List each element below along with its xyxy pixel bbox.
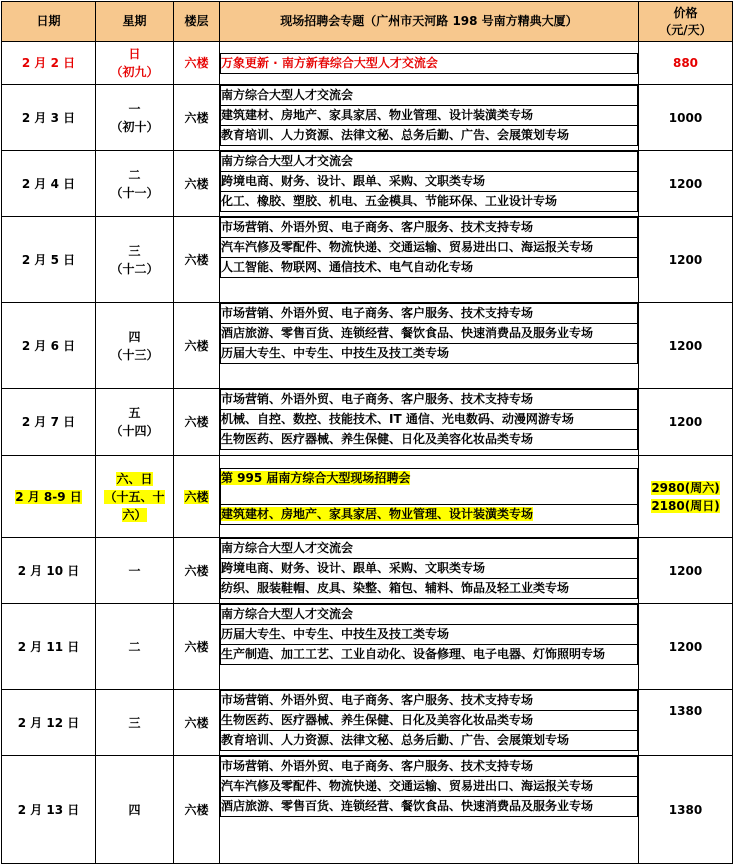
topic-item: 跨境电商、财务、设计、跟单、采购、文职类专场 [221,172,638,192]
price-cell: 1000 [639,85,733,151]
floor-cell: 六楼 [174,85,220,151]
table-row [2,217,733,303]
weekday-cell [96,456,174,538]
price-saturday: 2980(周六) [651,480,720,495]
topic-cell [220,538,639,604]
topic-item: 教育培训、人力资源、法律文秘、总务后勤、广告、会展策划专场 [221,731,638,751]
table-row [2,456,733,538]
lunar-date: （十一） [110,185,159,200]
weekday-cell [96,151,174,217]
weekday: 二 [128,167,141,182]
header-date: 日期 [2,2,96,42]
topic-item: 历届大专生、中专生、中技生及技工类专场 [221,344,638,364]
price-cell: 880 [639,42,733,85]
topic-cell [220,456,639,538]
topic-item: 南方综合大型人才交流会 [221,86,638,106]
floor-cell [174,456,220,538]
topic-item: 南方综合大型人才交流会 [221,539,638,559]
topic-item: 市场营销、外语外贸、电子商务、客户服务、技术支持专场 [221,757,638,777]
header-row [2,2,733,42]
topic-item: 生物医药、医疗器械、养生保健、日化及美容化妆品类专场 [221,430,638,450]
floor-cell: 六楼 [174,389,220,456]
table-row [2,604,733,690]
weekday-cell [96,389,174,456]
weekday: 六、日 [116,471,153,486]
table-row [2,756,733,864]
weekday-cell: 四 [96,756,174,864]
floor-cell: 六楼 [174,303,220,389]
date-cell: 2 月 5 日 [2,217,96,303]
topic-item: 万象更新 · 南方新春综合大型人才交流会 [221,53,638,73]
price-sunday: 2180(周日) [651,498,720,513]
table-row [2,303,733,389]
price-cell: 1200 [639,151,733,217]
topic-item: 纺织、服装鞋帽、皮具、染整、箱包、辅料、饰品及轻工业类专场 [221,579,638,599]
price-cell: 1380 [639,690,733,756]
date-cell: 2 月 7 日 [2,389,96,456]
topic-item: 南方综合大型人才交流会 [221,605,638,625]
floor-cell: 六楼 [174,217,220,303]
weekday: 日 [128,47,141,61]
topic-item: 汽车汽修及零配件、物流快递、交通运输、贸易进出口、海运报关专场 [221,238,638,258]
price-cell: 1200 [639,604,733,690]
topic-item: 市场营销、外语外贸、电子商务、客户服务、技术支持专场 [221,691,638,711]
floor-cell: 六楼 [174,604,220,690]
table-row [2,151,733,217]
date-cell: 2 月 4 日 [2,151,96,217]
topic-item: 汽车汽修及零配件、物流快递、交通运输、贸易进出口、海运报关专场 [221,777,638,797]
job-fair-schedule-table [1,1,733,864]
weekday-cell: 一 [96,538,174,604]
topic-item: 第 995 届南方综合大型现场招聘会 [221,471,411,485]
header-price-line2: （元/天） [659,22,712,37]
lunar-date: （十五、十六） [104,489,165,522]
price-cell: 1200 [639,303,733,389]
weekday-cell: 二 [96,604,174,690]
floor-cell: 六楼 [174,690,220,756]
topic-item: 生物医药、医疗器械、养生保健、日化及美容化妆品类专场 [221,711,638,731]
lunar-date: （十四） [110,424,159,438]
weekday-cell [96,85,174,151]
table-row [2,690,733,756]
price-cell: 1200 [639,389,733,456]
topic-item: 建筑建材、房地产、家具家居、物业管理、设计装潢类专场 [221,106,638,126]
topic-cell [220,42,639,85]
weekday: 五 [128,406,141,420]
weekday-cell [96,217,174,303]
topic-item: 机械、自控、数控、技能技术、IT 通信、光电数码、动漫网游专场 [221,410,638,430]
date-cell: 2 月 13 日 [2,756,96,864]
floor-cell: 六楼 [174,538,220,604]
price-cell [639,456,733,538]
topic-cell [220,389,639,456]
topic-item: 教育培训、人力资源、法律文秘、总务后勤、广告、会展策划专场 [221,126,638,146]
price-cell: 1380 [639,756,733,864]
lunar-date: （十三） [110,347,159,362]
date-cell [2,456,96,538]
weekday: 四 [128,329,141,344]
floor-cell: 六楼 [174,151,220,217]
topic-item: 化工、橡胶、塑胶、机电、五金模具、节能环保、工业设计专场 [221,192,638,212]
floor-cell: 六楼 [174,42,220,85]
topic-cell [220,217,639,303]
topic-item: 建筑建材、房地产、家具家居、物业管理、设计装潢类专场 [221,507,534,521]
header-topic: 现场招聘会专题（广州市天河路 198 号南方精典大厦） [220,2,639,42]
date-cell: 2 月 12 日 [2,690,96,756]
topic-cell [220,756,639,864]
header-weekday: 星期 [96,2,174,42]
date-text: 2 月 8-9 日 [15,489,82,504]
weekday-cell [96,42,174,85]
weekday: 一 [128,101,141,116]
topic-cell [220,690,639,756]
topic-cell [220,85,639,151]
topic-cell [220,604,639,690]
topic-item: 市场营销、外语外贸、电子商务、客户服务、技术支持专场 [221,390,638,410]
date-cell: 2 月 6 日 [2,303,96,389]
topic-cell [220,151,639,217]
lunar-date: （十二） [110,261,159,276]
header-floor: 楼层 [174,2,220,42]
table-row [2,85,733,151]
topic-item: 南方综合大型人才交流会 [221,152,638,172]
topic-item: 历届大专生、中专生、中技生及技工类专场 [221,625,638,645]
topic-item: 生产制造、加工工艺、工业自动化、设备修理、电子电器、灯饰照明专场 [221,645,638,665]
table-row [2,42,733,85]
lunar-date: （初九） [110,65,159,79]
topic-item: 酒店旅游、零售百货、连锁经营、餐饮食品、快速消费品及服务业专场 [221,324,638,344]
weekday: 三 [128,243,141,258]
table-row [2,389,733,456]
price-cell: 1200 [639,538,733,604]
date-cell: 2 月 3 日 [2,85,96,151]
date-cell: 2 月 11 日 [2,604,96,690]
topic-item: 市场营销、外语外贸、电子商务、客户服务、技术支持专场 [221,218,638,238]
floor-text: 六楼 [184,489,209,504]
header-price [639,2,733,42]
date-cell: 2 月 10 日 [2,538,96,604]
table-row [2,538,733,604]
floor-cell: 六楼 [174,756,220,864]
topic-item: 酒店旅游、零售百货、连锁经营、餐饮食品、快速消费品及服务业专场 [221,797,638,817]
topic-item: 市场营销、外语外贸、电子商务、客户服务、技术支持专场 [221,304,638,324]
header-price-line1: 价格 [673,5,698,20]
topic-item: 人工智能、物联网、通信技术、电气自动化专场 [221,258,638,278]
weekday-cell: 三 [96,690,174,756]
weekday-cell [96,303,174,389]
topic-cell [220,303,639,389]
price-cell: 1200 [639,217,733,303]
lunar-date: （初十） [110,119,159,134]
topic-item: 跨境电商、财务、设计、跟单、采购、文职类专场 [221,559,638,579]
date-cell: 2 月 2 日 [2,42,96,85]
